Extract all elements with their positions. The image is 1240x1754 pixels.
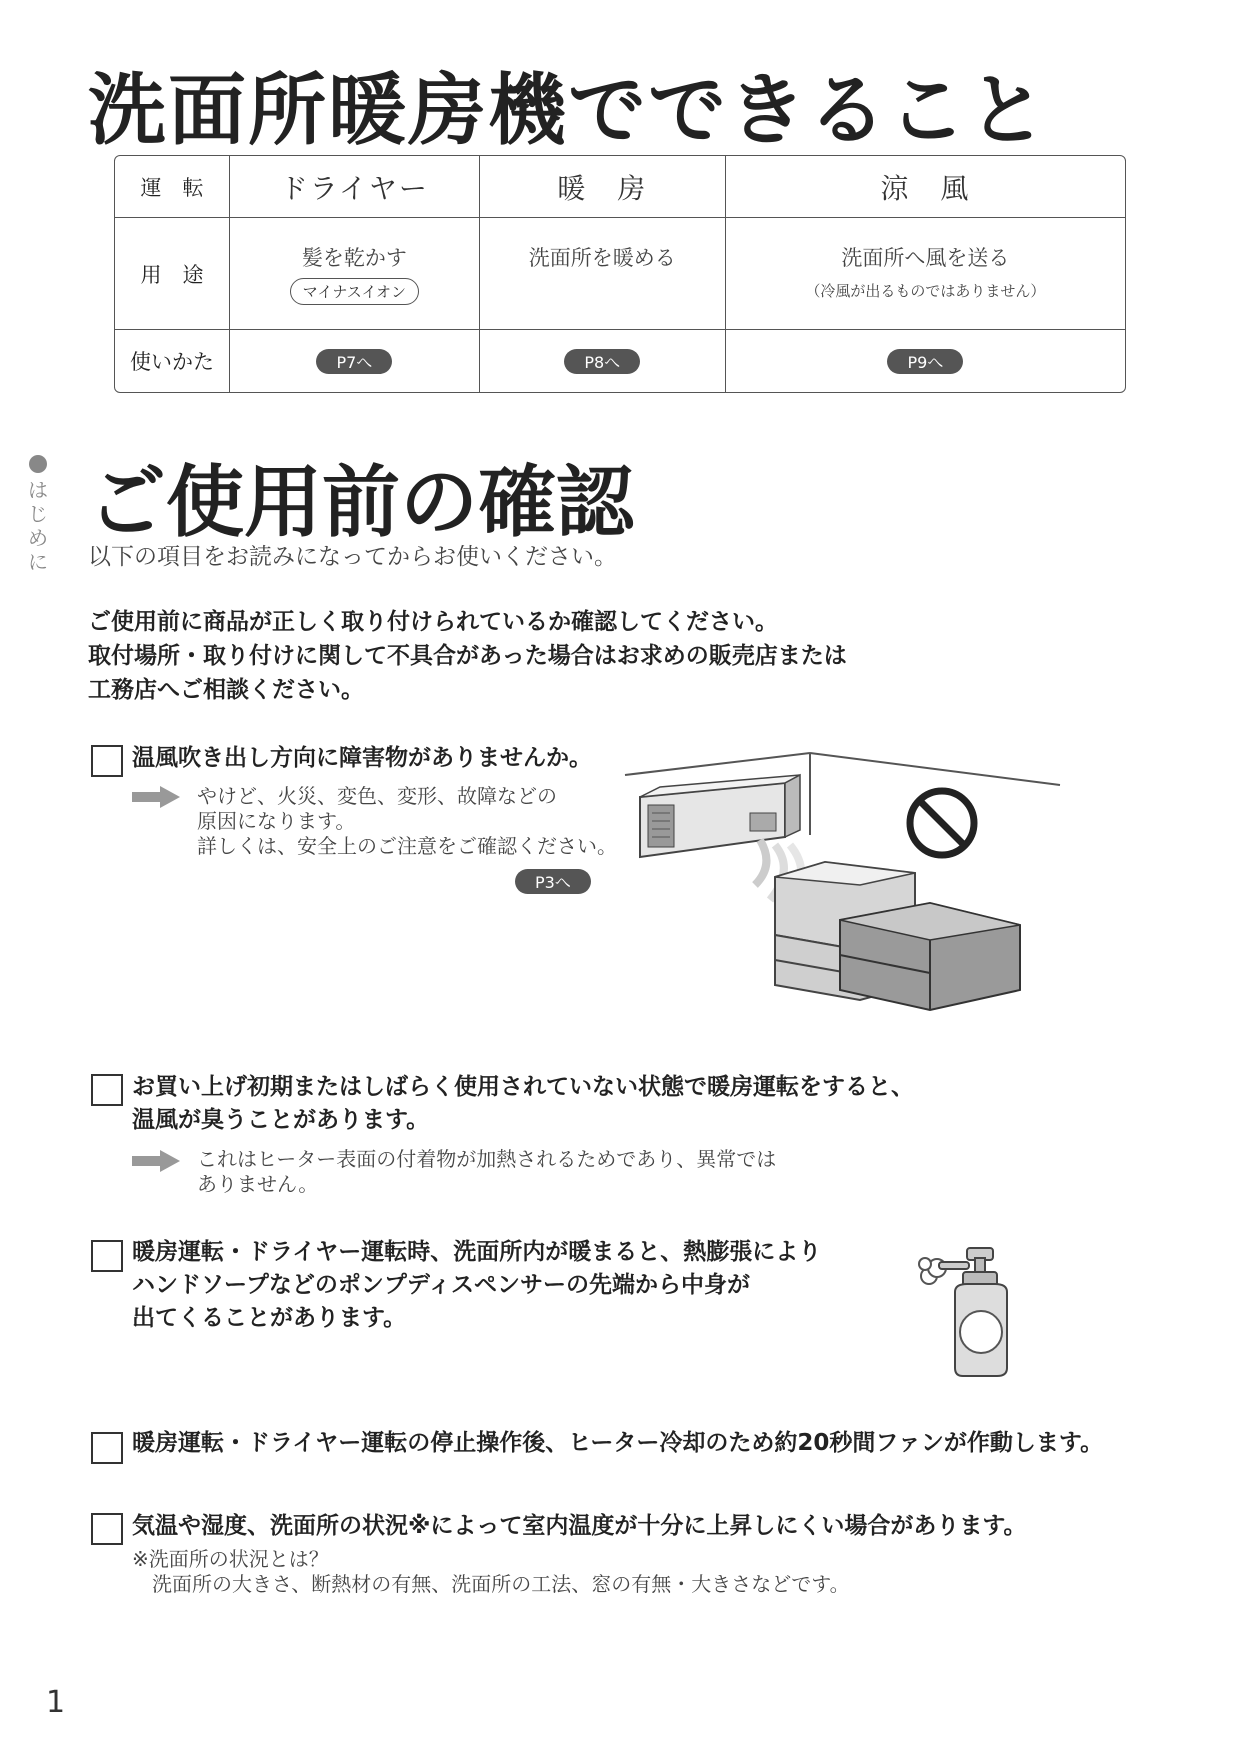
heading-line: 温風が臭うことがあります。 — [132, 1107, 430, 1133]
intro-paragraph — [88, 605, 847, 707]
check-item-detail — [197, 1147, 776, 1197]
usage-cell-cool-air — [726, 218, 1125, 330]
side-tab-label: はじめに — [28, 478, 48, 574]
page-link-p8[interactable]: P8へ — [564, 349, 640, 374]
checkbox[interactable] — [91, 745, 123, 777]
heading-line: お買い上げ初期またはしばらく使用されていない状態で暖房運転をすると、 — [132, 1074, 914, 1100]
feature-table — [114, 155, 1126, 393]
intro-line: 取付場所・取り付けに関して不具合があった場合はお求めの販売店または — [88, 643, 847, 669]
usage-cell-heating — [480, 218, 726, 330]
cool-air-note: （冷風が出るものではありません） — [805, 282, 1046, 300]
row-header-howto: 使いかた — [115, 330, 230, 392]
check-item-heading: 温風吹き出し方向に障害物がありませんか。 — [132, 745, 592, 771]
usage-cell-dryer — [230, 218, 480, 330]
arrow-right-icon — [132, 786, 180, 808]
intro-line: ご使用前に商品が正しく取り付けられているか確認してください。 — [88, 609, 778, 635]
howto-cell-cool-air — [726, 330, 1125, 392]
row-header-mode: 運 転 — [115, 156, 230, 218]
check-item-detail — [197, 784, 617, 859]
page-link-p7[interactable]: P7へ — [316, 349, 392, 374]
detail-line: ※洗面所の状況とは？ — [132, 1547, 329, 1571]
minus-ion-badge: マイナスイオン — [290, 278, 419, 305]
arrow-right-icon — [132, 1150, 180, 1172]
mode-cool-air: 涼 風 — [726, 156, 1125, 218]
usage-cool-air: 洗面所へ風を送る — [841, 246, 1010, 270]
heading-line: 暖房運転・ドライヤー運転時、洗面所内が暖まると、熱膨張により — [132, 1239, 822, 1265]
heading-line: ハンドソープなどのポンプディスペンサーの先端から中身が — [132, 1272, 751, 1298]
page-number: 1 — [46, 1685, 66, 1720]
section-title: ご使用前の確認 — [88, 458, 635, 548]
page-title: 洗面所暖房機でできること — [88, 66, 1049, 156]
page-link-p9[interactable]: P9へ — [887, 349, 963, 374]
row-header-usage: 用 途 — [115, 218, 230, 330]
detail-line: ありません。 — [197, 1172, 319, 1196]
heater-obstruction-illustration — [620, 745, 1070, 1020]
usage-heating: 洗面所を暖める — [528, 246, 676, 270]
intro-line: 工務店へご相談ください。 — [88, 677, 364, 703]
side-tab-dot — [29, 455, 47, 473]
detail-line: やけど、火災、変色、変形、故障などの — [197, 784, 557, 808]
usage-dryer: 髪を乾かす — [301, 246, 407, 270]
detail-line: これはヒーター表面の付着物が加熱されるためであり、異常では — [197, 1147, 777, 1171]
checkbox[interactable] — [91, 1432, 123, 1464]
mode-dryer: ドライヤー — [230, 156, 480, 218]
mode-heating: 暖 房 — [480, 156, 726, 218]
check-item-heading: 暖房運転・ドライヤー運転の停止操作後、ヒーター冷却のため約20秒間ファンが作動します。 — [132, 1430, 1104, 1456]
check-item-heading — [132, 1071, 914, 1137]
heading-line: 出てくることがあります。 — [132, 1305, 407, 1331]
checkbox[interactable] — [91, 1074, 123, 1106]
detail-line: 原因になります。 — [197, 809, 356, 833]
check-item-detail — [132, 1547, 850, 1597]
checkbox[interactable] — [91, 1240, 123, 1272]
check-item-heading: 気温や湿度、洗面所の状況※によって室内温度が十分に上昇しにくい場合があります。 — [132, 1513, 1027, 1539]
check-item-heading — [132, 1236, 821, 1335]
howto-cell-heating — [480, 330, 726, 392]
lead-text: 以下の項目をお読みになってからお使いください。 — [88, 544, 617, 570]
detail-line: 詳しくは、安全上のご注意をご確認ください。 — [197, 834, 617, 858]
checkbox[interactable] — [91, 1513, 123, 1545]
pump-dispenser-illustration — [915, 1240, 1015, 1380]
page-link-p3[interactable]: P3へ — [515, 869, 591, 894]
detail-line: 洗面所の大きさ、断熱材の有無、洗面所の工法、窓の有無・大きさなどです。 — [132, 1572, 850, 1596]
howto-cell-dryer — [230, 330, 480, 392]
